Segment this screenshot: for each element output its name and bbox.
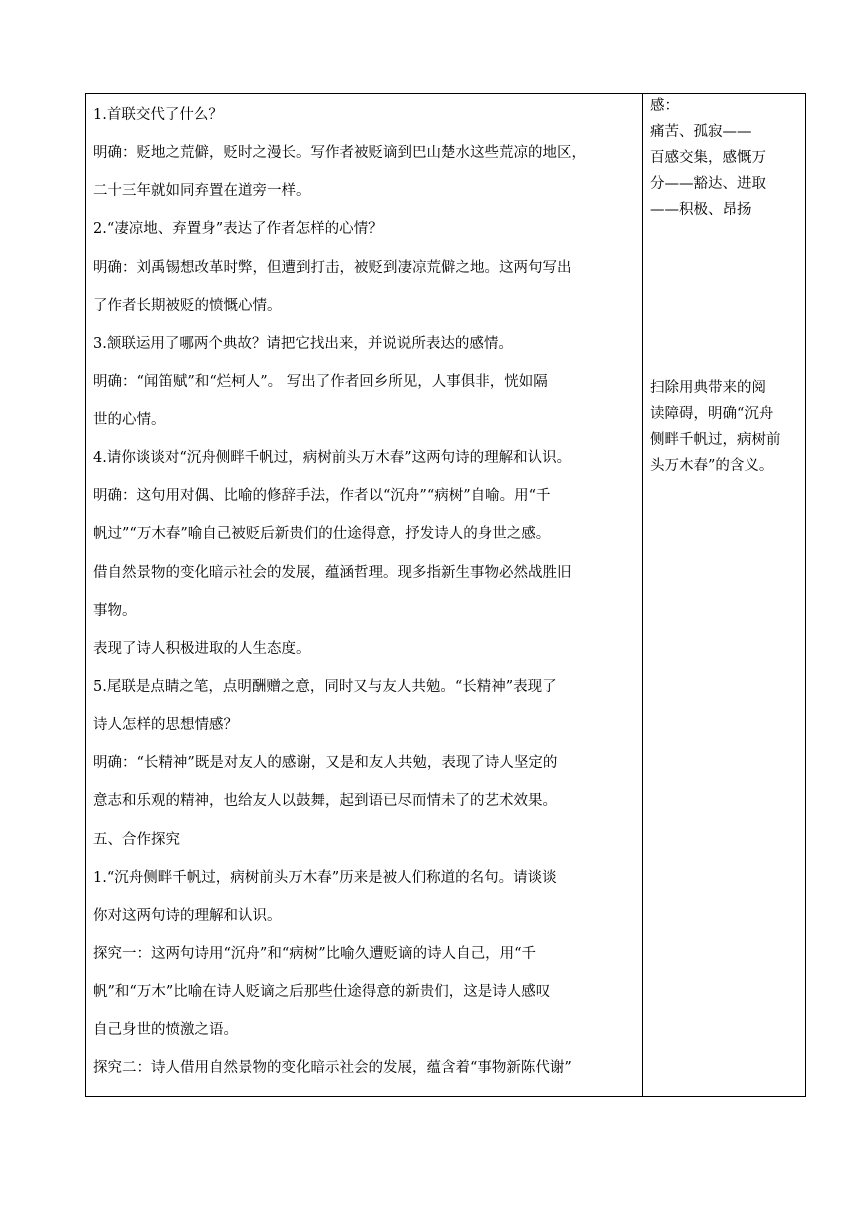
main-line: 事物。 [93, 603, 137, 619]
main-line: 帆过”“万木春”喻自己被贬后新贵们的仕途得意，抒发诗人的身世之感。 [93, 526, 551, 542]
main-line: 明确：“长精神”既是对友人的感谢，又是和友人共勉，表现了诗人坚定的 [93, 755, 558, 771]
note-line: 读障碍，明确“沉舟 [650, 406, 774, 422]
main-line: 自己身世的愤激之语。 [93, 1022, 238, 1038]
main-line: 1.“沉舟侧畔千帆过，病树前头万木春”历来是被人们称道的名句。请谈谈 [93, 870, 557, 886]
note-line: 感： [650, 98, 679, 114]
main-line: 4.请你谈谈对“沉舟侧畔千帆过，病树前头万木春”这两句诗的理解和认识。 [93, 450, 572, 466]
main-line: 明确：刘禹锡想改革时弊，但遭到打击，被贬到凄凉荒僻之地。这两句写出 [93, 260, 572, 276]
main-line: 表现了诗人积极进取的人生态度。 [93, 641, 311, 657]
main-line: 帆”和“万木”比喻在诗人贬谪之后那些仕途得意的新贵们，这是诗人感叹 [93, 984, 551, 1000]
main-line: 明确：这句用对偶、比喻的修辞手法，作者以“沉舟”“病树”自喻。用“千 [93, 488, 551, 504]
main-line: 你对这两句诗的理解和认识。 [93, 908, 282, 924]
main-line: 明确：“闻笛赋”和“烂柯人”。 写出了作者回乡所见，人事俱非，恍如隔 [93, 374, 548, 390]
main-line: 5.尾联是点睛之笔，点明酬赠之意，同时又与友人共勉。“长精神”表现了 [93, 679, 557, 695]
main-line: 探究一：这两句诗用“沉舟”和“病树”比喻久遭贬谪的诗人自己，用“千 [93, 946, 537, 962]
note-line: ——积极、昂扬 [650, 202, 752, 218]
main-line: 3.颔联运用了哪两个典故？请把它找出来，并说说所表达的感情。 [93, 336, 513, 352]
main-line: 了作者长期被贬的愤慨心情。 [93, 298, 282, 314]
lesson-table [85, 93, 806, 1097]
main-line: 探究二：诗人借用自然景物的变化暗示社会的发展，蕴含着“事物新陈代谢” [93, 1060, 572, 1076]
note-line: 扫除用典带来的阅 [650, 380, 766, 396]
note-line: 头万木春”的含义。 [650, 458, 774, 474]
main-line: 明确：贬地之荒僻，贬时之漫长。写作者被贬谪到巴山楚水这些荒凉的地区， [93, 145, 586, 161]
main-line: 诗人怎样的思想情感？ [93, 717, 238, 733]
main-line: 意志和乐观的精神，也给友人以鼓舞，起到语已尽而情未了的艺术效果。 [93, 793, 557, 809]
main-line: 借自然景物的变化暗示社会的发展，蕴涵哲理。现多指新生事物必然战胜旧 [93, 565, 572, 581]
note-line: 百感交集，感慨万 [650, 150, 766, 166]
main-line: 2.“凄凉地、弃置身”表达了作者怎样的心情？ [93, 221, 383, 237]
note-line: 分——豁达、进取 [650, 176, 766, 192]
main-line: 二十三年就如同弃置在道旁一样。 [93, 183, 311, 199]
main-line: 1.首联交代了什么？ [93, 107, 223, 123]
column-divider [642, 94, 643, 1096]
main-line: 世的心情。 [93, 412, 166, 428]
main-line: 五、合作探究 [93, 832, 180, 848]
note-line: 侧畔千帆过，病树前 [650, 432, 781, 448]
note-line: 痛苦、孤寂—— [650, 124, 752, 140]
